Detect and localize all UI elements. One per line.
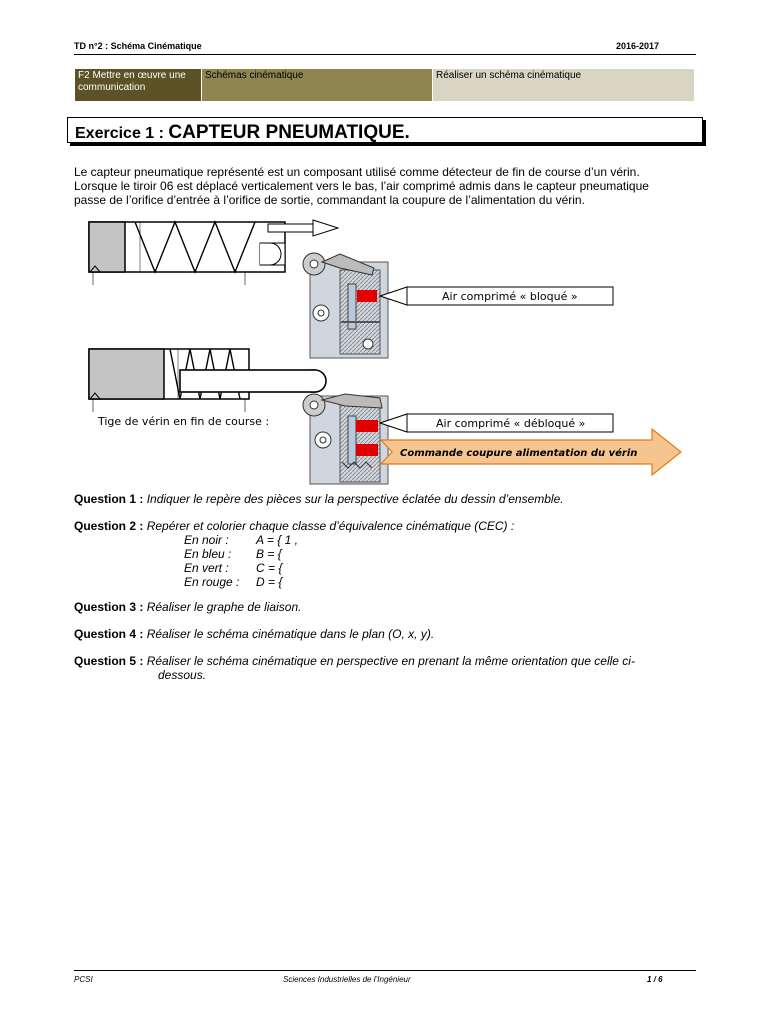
intro-line: Lorsque le tiroir 06 est déplacé verticalement vers le bas, l’air comprimé admis dans le capteur pneumatique	[74, 179, 649, 193]
doc-header-title: TD n°2 : Schéma Cinématique	[74, 41, 202, 51]
cec-set: C = {	[256, 561, 283, 575]
cylinder-extended	[89, 349, 326, 412]
cec-set: B = {	[256, 547, 282, 561]
label-command-text: Commande coupure alimentation du vérin	[400, 448, 638, 459]
question-1	[74, 492, 564, 506]
cec-color: En rouge :	[184, 575, 240, 589]
question-text: Réaliser le schéma cinématique en perspective en prenant la même orientation que celle ci-	[146, 654, 635, 668]
cec-color: En noir :	[184, 533, 229, 547]
cec-color: En bleu :	[184, 547, 232, 561]
doc-header-year: 2016-2017	[616, 41, 660, 51]
question-label: Question 5 :	[74, 654, 144, 668]
question-label: Question 1 :	[74, 492, 144, 506]
exercise-name: CAPTEUR PNEUMATIQUE.	[168, 122, 410, 143]
question-text: Indiquer le repère des pièces sur la perspective éclatée du dessin d’ensemble.	[146, 492, 564, 506]
sensor-unblocked	[303, 394, 388, 484]
question-text-cont: dessous.	[158, 668, 207, 682]
cec-set: D = {	[256, 575, 283, 589]
question-label: Question 3 :	[74, 600, 144, 614]
sensor-blocked	[303, 253, 388, 358]
question-3	[74, 600, 301, 614]
footer-rule	[74, 970, 696, 971]
question-2	[74, 519, 514, 533]
footer-subject: Sciences Industrielles de l’Ingénieur	[283, 975, 411, 984]
competence-text: F2 Mettre en œuvre une communication	[78, 70, 186, 93]
knowledge-text: Schémas cinématique	[205, 70, 304, 81]
question-label: Question 4 :	[74, 627, 144, 641]
question-5	[74, 654, 702, 682]
objective-text: Réaliser un schéma cinématique	[436, 70, 582, 81]
intro-line: passe de l’orifice d’entrée à l’orifice de sortie, commandant la coupure de l’alimentation du vérin.	[74, 193, 585, 207]
cec-set: A = { 1 ,	[256, 533, 298, 547]
label-blocked-text: Air comprimé « bloqué »	[442, 290, 578, 303]
question-text: Repérer et colorier chaque classe d’équivalence cinématique (CEC) :	[146, 519, 515, 533]
exercise-prefix: Exercice 1 :	[75, 125, 164, 142]
question-text: Réaliser le schéma cinématique dans le plan (O, x, y).	[146, 627, 435, 641]
label-blocked-callout	[380, 287, 613, 305]
cylinder-retracted	[89, 220, 338, 285]
footer-class: PCSI	[74, 975, 93, 984]
label-unblocked-callout	[380, 414, 613, 432]
intro-line: Le capteur pneumatique représenté est un composant utilisé comme détecteur de fin de course d’un vérin.	[74, 165, 640, 179]
question-4	[74, 627, 434, 641]
command-arrow	[381, 429, 681, 475]
cec-color: En vert :	[184, 561, 229, 575]
question-text: Réaliser le graphe de liaison.	[146, 600, 302, 614]
label-rod-text: Tige de vérin en fin de course :	[98, 415, 270, 428]
question-label: Question 2 :	[74, 519, 144, 533]
label-unblocked-text: Air comprimé « débloqué »	[436, 417, 586, 430]
footer-page: 1 / 6	[647, 975, 663, 984]
